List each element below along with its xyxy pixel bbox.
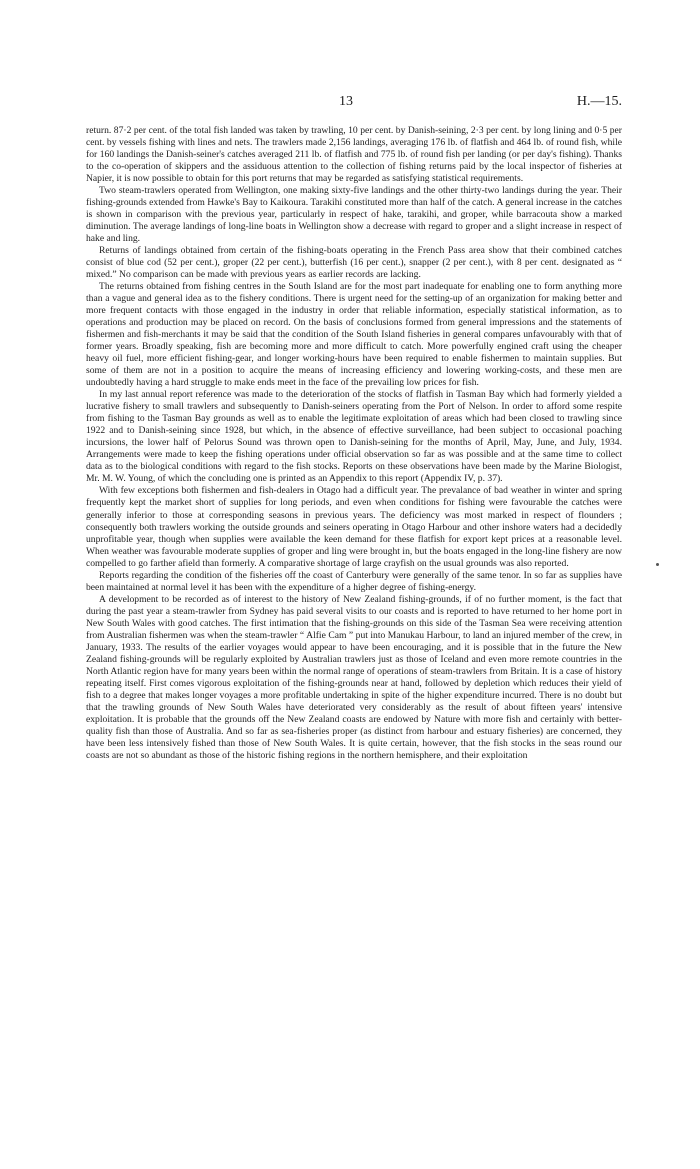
paragraph: A development to be recorded as of interest to the history of New Zealand fishing-grounds, if of no further moment, is the fact that during the past year a steam-trawler from Sydney has paid several visits to our coasts and is reported to have returned to her home port in New South Wales with good catches. The first intimation that the fishing-grounds on this side of the Tasman Sea were receiving attention from Australian fishermen was when the steam-trawler “ Alfie Cam ” put into Manukau Harbour, to land an injured member of the crew, in January, 1933. The results of the earlier voyages would appear to have been encouraging, and it is possible that in the future the New Zealand fishing-grounds will be regularly exploited by Australian trawlers just as those of Iceland and even more remote countries in the North Atlantic region have for many years been within the normal range of operations of steam-trawlers from Britain. It is a case of history repeating itself. First comes vigorous exploitation of the fishing-grounds near at hand, followed by depletion which reduces their yield of fish to a degree that makes longer voyages a more profitable undertaking in spite of the higher expenditure incurred. There is no doubt but that the trawling grounds of New South Wales have deteriorated very considerably as the result of about fifteen years' intensive exploitation. It is probable that the grounds off the New Zealand coasts are endowed by Nature with more fish and certainly with better-quality fish than those of Australia. And so far as sea-fisheries proper (as distinct from harbour and estuary fisheries) are concerned, they have been less intensively fished than those of New South Wales. It is quite certain, however, that the fish stocks in the seas round our coasts are not so abundant as those of the historic fishing regions in the northern hemisphere, and their exploitation <box>86 593 622 761</box>
document-reference: H.—15. <box>576 94 622 109</box>
paragraph: Two steam-trawlers operated from Wellington, one making sixty-five landings and the other thirty-two landings during the year. Their fishing-grounds extended from Hawke's Bay to Kaikoura. Tarakihi constituted more than half of the catch. A general increase in the catches is shown in comparison with the previous year, particularly in respect of hake, tarakihi, and groper, while barracouta show a marked diminution. The average landings of long-line boats in Wellington show a decrease with regard to groper and a slight increase in respect of hake and ling. <box>86 185 622 245</box>
page-header <box>86 94 622 114</box>
paragraph: return. 87·2 per cent. of the total fish landed was taken by trawling, 10 per cent. by Danish-seining, 2·3 per cent. by long lining and 0·5 per cent. by vessels fishing with lines and nets. The trawlers made 2,156 landings, averaging 176 lb. of flatfish and 464 lb. of round fish, while for 160 landings the Danish-seiner's catches averaged 211 lb. of flatfish and 775 lb. of round fish per landing (or per day's fishing). Thanks to the co-operation of skippers and the assiduous attention to the collection of fishing returns paid by the local inspector of fisheries at Napier, it is now possible to obtain for this port returns that may be regarded as satisfying statistical requirements. <box>86 125 622 185</box>
paragraph: The returns obtained from fishing centres in the South Island are for the most part inadequate for enabling one to form anything more than a vague and general idea as to the fishery conditions. There is urgent need for the setting-up of an organization for making better and more frequent contacts with those engaged in the industry in order that reliable information, especially statistical information, as to operations and production may be placed on record. On the basis of conclusions formed from general impressions and the statements of fishermen and fish-merchants it may be said that the condition of the South Island fisheries in general compares unfavourably with that of former years. Broadly speaking, fish are becoming more and more difficult to catch. More powerfully engined craft using the cheaper heavy oil fuel, more efficient fishing-gear, and longer working-hours have been required to enable fishermen to maintain supplies. But some of them are not in a position to acquire the means of increasing efficiency and lowering working-costs, and these men are undoubtedly having a hard struggle to make ends meet in the face of the prevailing low prices for fish. <box>86 281 622 389</box>
paragraph: Returns of landings obtained from certain of the fishing-boats operating in the French Pass area show that their combined catches consist of blue cod (52 per cent.), groper (22 per cent.), butterfish (16 per cent.), snapper (2 per cent.), with 8 per cent. designated as “ mixed.” No comparison can be made with previous years as earlier records are lacking. <box>86 245 622 281</box>
paragraph: In my last annual report reference was made to the deterioration of the stocks of flatfish in Tasman Bay which had formerly yielded a lucrative fishery to small trawlers and subsequently to Danish-seiners operating from the Port of Nelson. In order to afford some respite from fishing to the Tasman Bay grounds as well as to enable the legitimate exploitation of areas which had been closed to trawling since 1922 and to Danish-seining since 1928, but which, in the absence of effective surveillance, had been subject to occasional poaching incursions, the lower half of Pelorus Sound was thrown open to Danish-seining for the months of April, May, June, and July, 1934. Arrangements were made to keep the fishing operations under official observation so far as was possible and at the same time to collect data as to the biological conditions with regard to the fish stocks. Reports on these observations have been made by the Marine Biologist, Mr. M. W. Young, of which the concluding one is printed as an Appendix to this report (Appendix IV, p. 37). <box>86 389 622 485</box>
paragraph: Reports regarding the condition of the fisheries off the coast of Canterbury were generally of the same tenor. In so far as supplies have been maintained at normal level it has been with the expenditure of a higher degree of fishing-energy. <box>86 569 622 593</box>
margin-dot <box>656 563 659 566</box>
body-text <box>86 125 622 762</box>
page-number: 13 <box>339 94 353 109</box>
paragraph: With few exceptions both fishermen and fish-dealers in Otago had a difficult year. The prevalance of bad weather in winter and spring frequently kept the market short of supplies for long periods, and even when conditions for fishing were favourable the catches were generally inferior to those at corresponding seasons in previous years. The deficiency was most marked in respect of flounders ; consequently both trawlers working the outside grounds and seiners operating in Otago Harbour and other inshore waters had a decidedly unprofitable year, though when supplies were available the keen demand for these flatfish for export kept prices at a reasonable level. When weather was favourable moderate supplies of groper and ling were brought in, but the boats engaged in the long-line fishery are now compelled to go farther afield than formerly. A comparative shortage of large crayfish on the usual grounds was also reported. <box>86 485 622 569</box>
